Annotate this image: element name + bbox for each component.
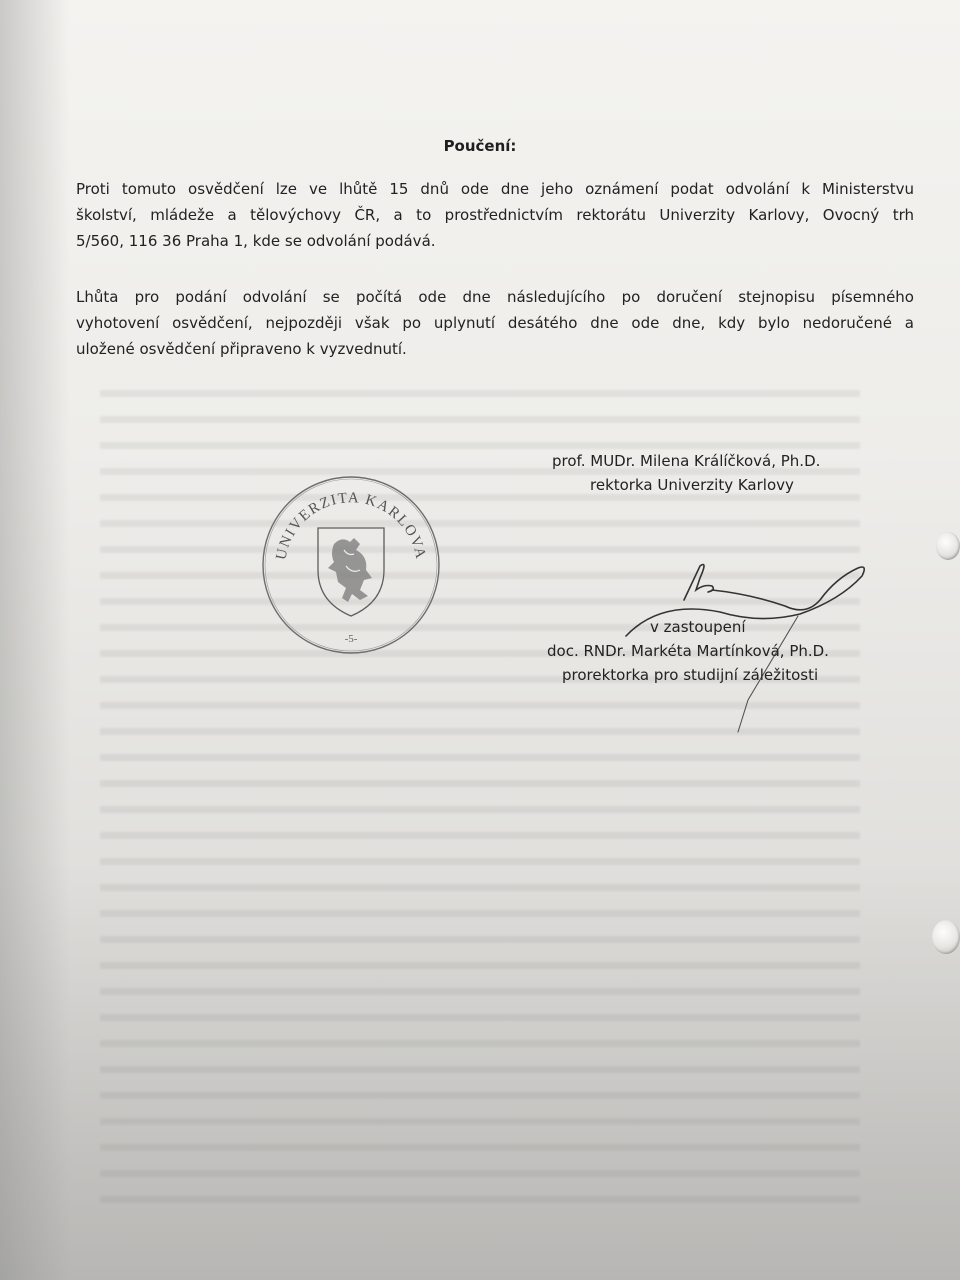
paragraph-line: školství, mládeže a tělovýchovy ČR, a to prostřednictvím rektorátu Univerzity Karlovy, Ovocný trh (76, 206, 914, 224)
seal-inscription-text: UNIVERZITA KARLOVA (273, 490, 429, 562)
paragraph-line: Lhůta pro podání odvolání se počítá ode dne následujícího po doručení stejnopisu písemného (76, 288, 914, 306)
paragraph-line: 5/560, 116 36 Praha 1, kde se odvolání podává. (76, 232, 436, 250)
rector-name: prof. MUDr. Milena Králíčková, Ph.D. (552, 452, 821, 470)
vice-rector-name: doc. RNDr. Markéta Martínková, Ph.D. (547, 642, 829, 660)
section-heading: Poučení: (443, 137, 517, 155)
appeal-paragraph (76, 176, 914, 254)
paragraph-line: Proti tomuto osvědčení lze ve lhůtě 15 dnů ode dne jeho oznámení podat odvolání k Ministerstvu (76, 180, 914, 198)
university-seal (256, 470, 446, 660)
punch-hole-lower (932, 920, 960, 954)
rector-title: rektorka Univerzity Karlovy (590, 476, 794, 494)
page-shadow-bottom (0, 860, 960, 1280)
vice-rector-title: prorektorka pro studijní záležitosti (562, 666, 819, 684)
paragraph-line: vyhotovení osvědčení, nejpozději však po uplynutí desátého dne ode dne, kdy bylo nedoručené a (76, 314, 914, 332)
punch-hole-upper (936, 532, 960, 560)
paragraph-line: uložené osvědčení připraveno k vyzvednutí. (76, 340, 407, 358)
seal-number: -5- (344, 633, 358, 645)
representation-label: v zastoupení (650, 618, 746, 636)
deadline-paragraph (76, 284, 914, 362)
